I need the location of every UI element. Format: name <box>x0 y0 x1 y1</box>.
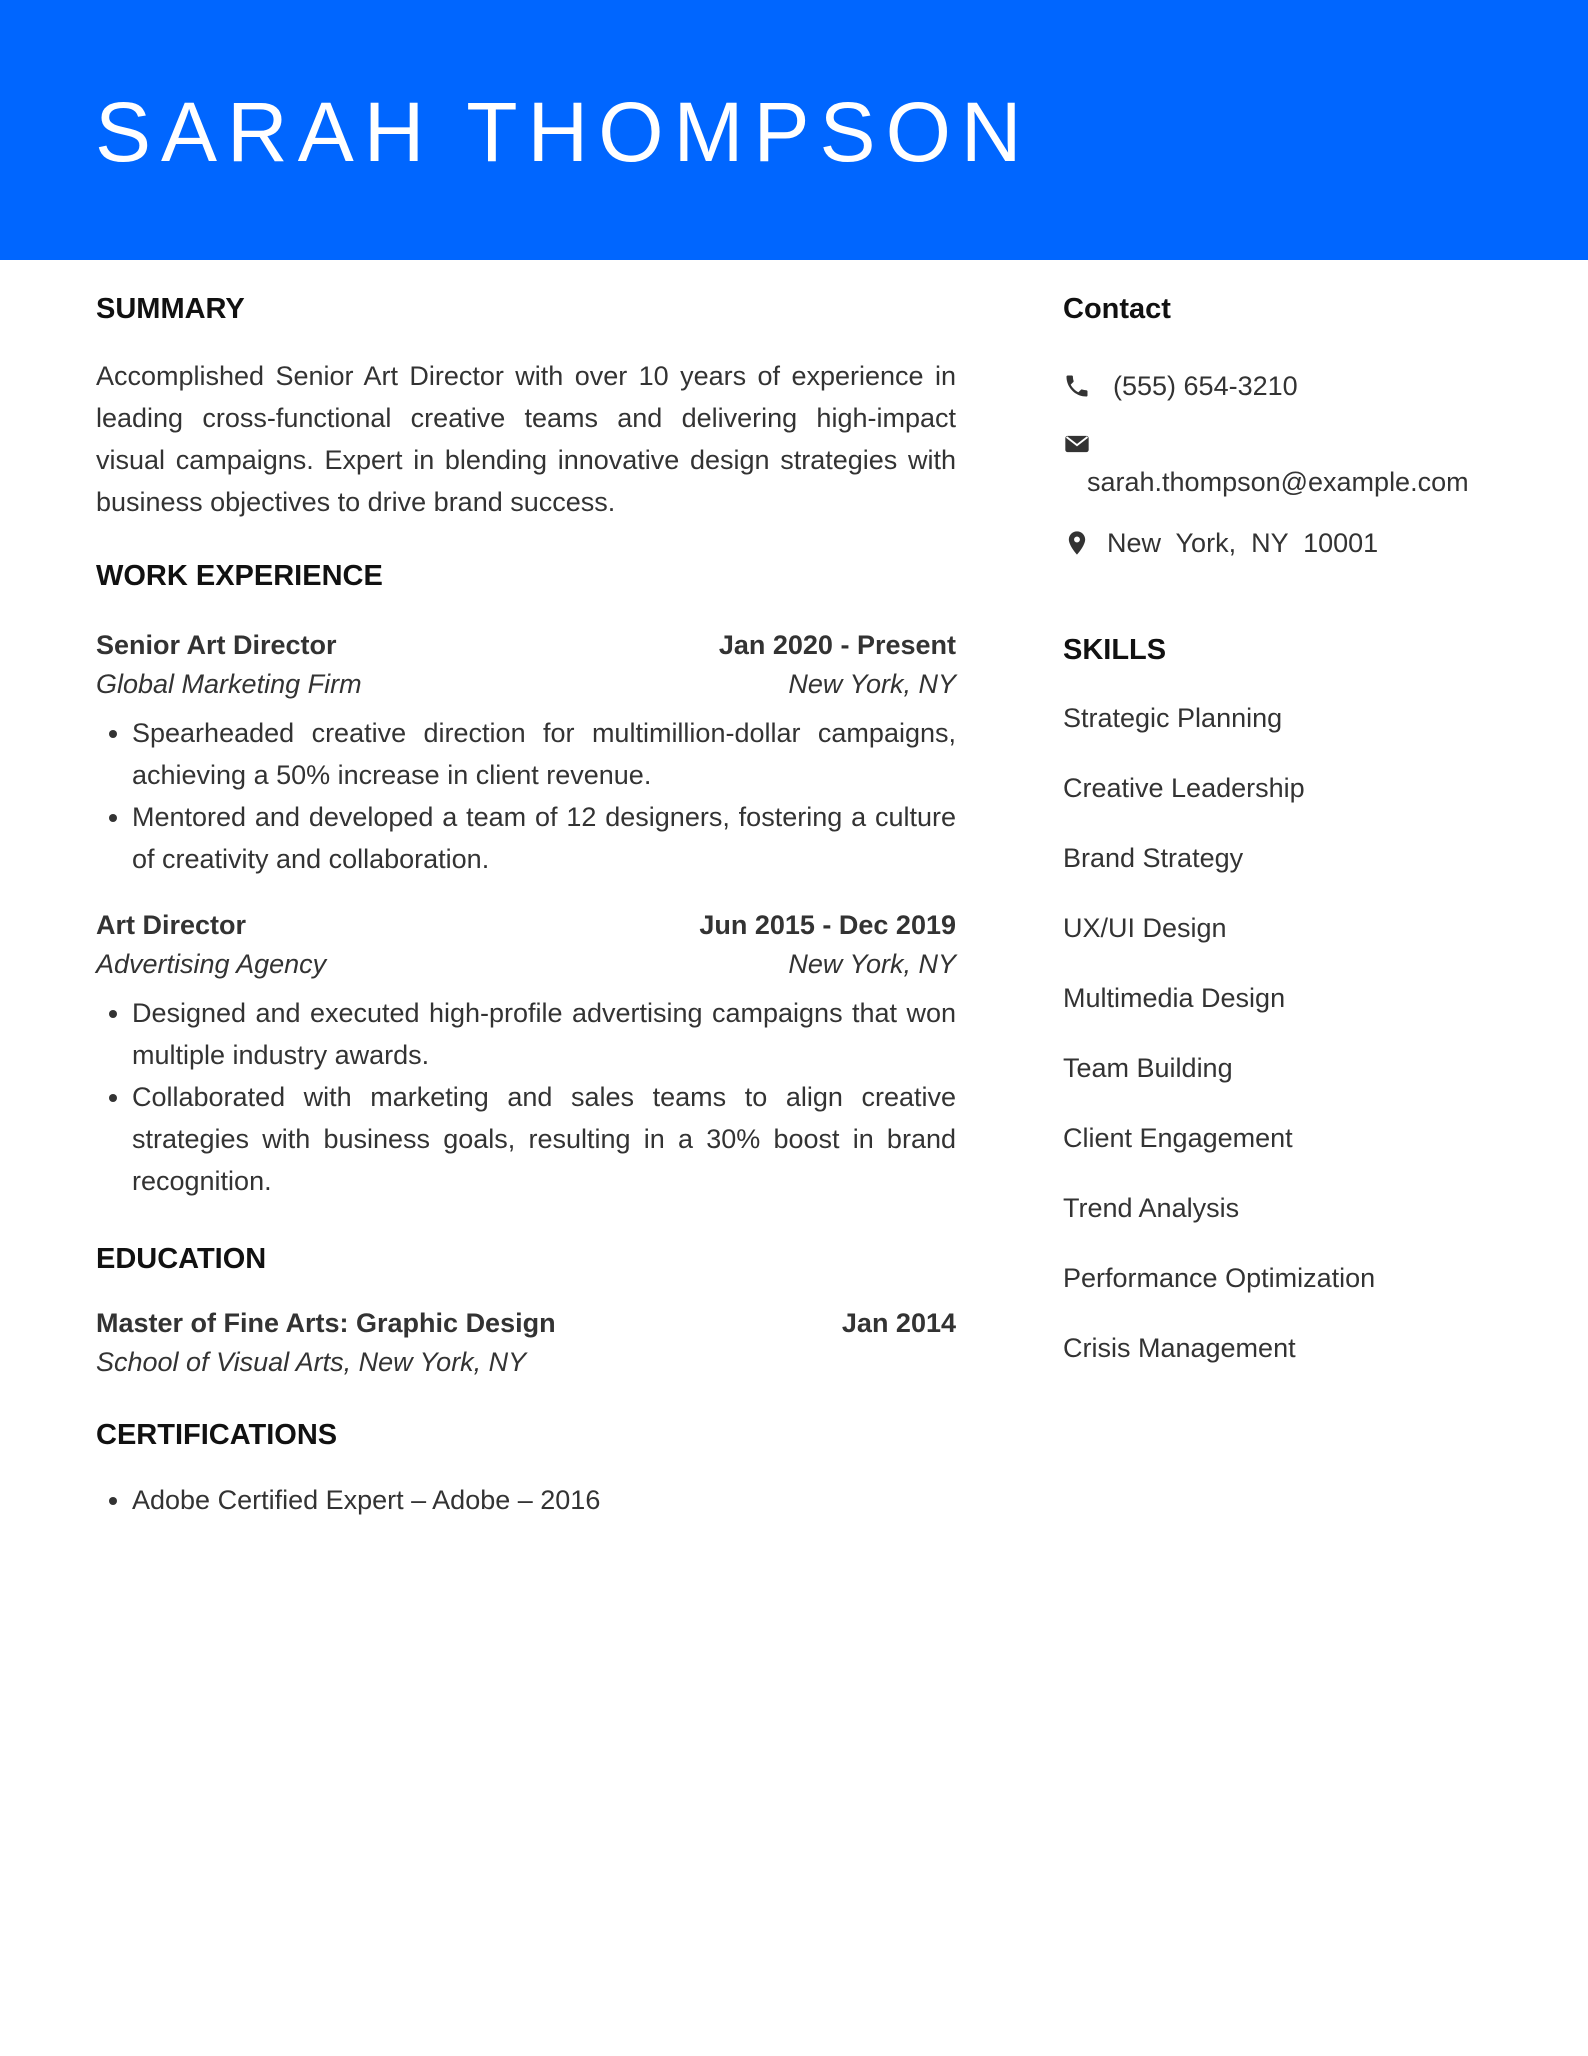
job-organization: Global Marketing Firm <box>96 668 362 699</box>
summary-title: SUMMARY <box>96 293 245 325</box>
degree: Master of Fine Arts: Graphic Design <box>96 1308 556 1339</box>
map-pin-icon <box>1063 529 1091 557</box>
certifications-section <box>96 1418 956 1521</box>
job-dates: Jan 2020 - Present <box>718 629 956 660</box>
summary-section <box>96 292 956 523</box>
contact-email <box>1063 430 1523 498</box>
job-bullet: • Mentored and developed a team of 12 designers, fostering a culture of creativity and collaboration. <box>132 796 956 880</box>
skill-item: Strategic Planning <box>1063 702 1283 733</box>
candidate-name: SARAH THOMPSON <box>95 85 1032 179</box>
job-bullet: • Collaborated with marketing and sales teams to align creative strategies with business goals, resulting in a 30% boost in brand recognition. <box>132 1076 956 1202</box>
job-role: Art Director <box>96 909 247 940</box>
skill-item: Crisis Management <box>1063 1332 1296 1363</box>
contact-title: Contact <box>1063 293 1171 325</box>
skill-item: Performance Optimization <box>1063 1262 1376 1293</box>
main-column <box>96 292 956 1521</box>
skill-item: Creative Leadership <box>1063 772 1305 803</box>
skills-list <box>1063 700 1523 1400</box>
envelope-icon <box>1063 430 1091 458</box>
phone-icon <box>1063 372 1091 400</box>
job-entry <box>96 910 956 1202</box>
email-address[interactable]: sarah.thompson@example.com <box>1087 466 1469 497</box>
degree-date: Jan 2014 <box>841 1308 956 1339</box>
job-bullet: • Designed and executed high-profile advertising campaigns that won multiple industry awards. <box>132 992 956 1076</box>
phone-number[interactable]: (555) 654-3210 <box>1113 370 1298 401</box>
job-bullets <box>96 992 956 1202</box>
job-bullets <box>96 712 956 880</box>
job-dates: Jun 2015 - Dec 2019 <box>699 909 956 940</box>
job-entry <box>96 630 956 880</box>
job-role: Senior Art Director <box>96 629 337 660</box>
skill-item: Team Building <box>1063 1052 1233 1083</box>
sidebar-column <box>1063 292 1523 1400</box>
skill-item: Brand Strategy <box>1063 842 1244 873</box>
job-organization: Advertising Agency <box>96 948 327 979</box>
contact-phone <box>1063 371 1523 402</box>
job-bullet: • Spearheaded creative direction for multimillion-dollar campaigns, achieving a 50% increase in client revenue. <box>132 712 956 796</box>
work-experience-section <box>96 559 956 1202</box>
work-experience-title: WORK EXPERIENCE <box>96 559 383 592</box>
certification-item: • Adobe Certified Expert – Adobe – 2016 <box>132 1479 956 1521</box>
skill-item: UX/UI Design <box>1063 912 1227 943</box>
certifications-list <box>96 1479 956 1521</box>
contact-address <box>1063 528 1523 559</box>
job-location: New York, NY <box>788 668 956 699</box>
education-section <box>96 1242 956 1379</box>
skill-item: Client Engagement <box>1063 1122 1293 1153</box>
skill-item: Trend Analysis <box>1063 1192 1240 1223</box>
header-banner <box>0 0 1588 260</box>
job-location: New York, NY <box>788 948 956 979</box>
skill-item: Multimedia Design <box>1063 982 1286 1013</box>
address: New York, NY 10001 <box>1107 527 1379 558</box>
school: School of Visual Arts, New York, NY <box>96 1347 527 1378</box>
summary-text: Accomplished Senior Art Director with over 10 years of experience in leading cross-functional creative teams and delivering high-impact visual campaigns. Expert in blending innovative design strategies with business objectives to drive brand success. <box>96 360 956 517</box>
skills-title: SKILLS <box>1063 633 1167 666</box>
education-title: EDUCATION <box>96 1242 267 1275</box>
certifications-title: CERTIFICATIONS <box>96 1419 338 1452</box>
